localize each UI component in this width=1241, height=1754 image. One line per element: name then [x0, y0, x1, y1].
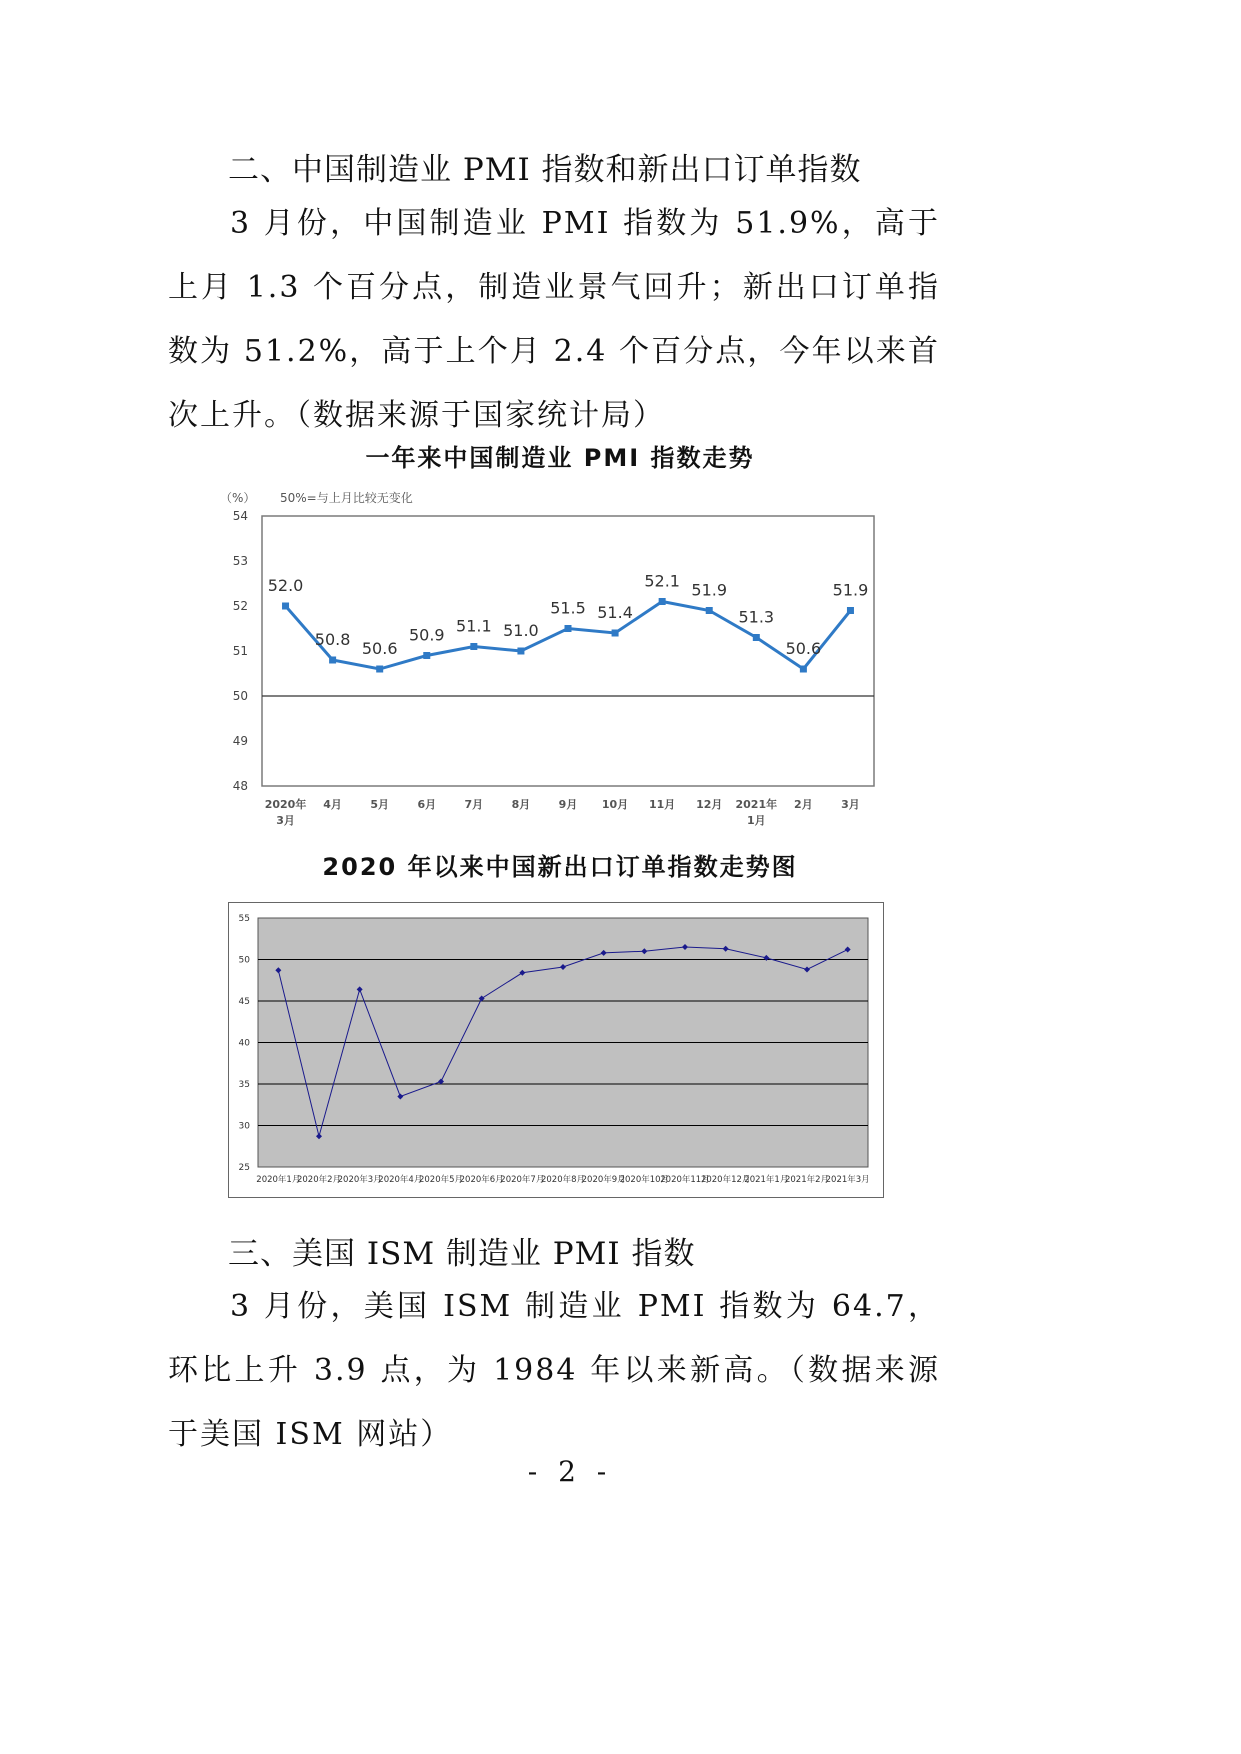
pmi-data-point: [376, 666, 383, 673]
x-tick-label: 2020年4月: [378, 1175, 423, 1185]
x-tick-label: 10月: [601, 798, 629, 811]
x-tick-label: 11月: [648, 798, 676, 811]
x-tick-label: 2020年12月: [700, 1175, 751, 1185]
section-heading-us-ism: 三、美国 ISM 制造业 PMI 指数: [228, 1236, 696, 1272]
y-tick-label: 51: [232, 644, 248, 658]
x-tick-label: 3月: [841, 798, 860, 811]
x-tick-label: 2021年1月: [744, 1175, 789, 1185]
x-tick-label: 2020年8月: [540, 1175, 586, 1185]
y-tick-label: 53: [232, 554, 248, 568]
section-heading-china-pmi: 二、中国制造业 PMI 指数和新出口订单指数: [228, 152, 862, 188]
pmi-data-point: [517, 648, 524, 655]
export-orders-line-chart: [228, 902, 884, 1198]
pmi-data-label: 50.6: [361, 639, 398, 658]
x-tick-label: 2021年3月: [825, 1175, 870, 1185]
y-tick-label: 35: [238, 1080, 250, 1090]
x-tick-label: 2021年: [735, 798, 778, 811]
pmi-data-point: [612, 630, 619, 637]
pmi-data-point: [659, 598, 666, 605]
chart2-title: 2020 年以来中国新出口订单指数走势图: [322, 853, 798, 881]
chart-annotation: 50%=与上月比较无变化: [280, 491, 413, 505]
y-tick-label: 30: [238, 1121, 250, 1132]
paragraph-us-ism: 3 月份，美国 ISM 制造业 PMI 指数为 64.7，环比上升 3.9 点，为 1984 年以来新高。（数据来源于美国 ISM 网站）: [168, 1289, 940, 1452]
pmi-data-label: 51.1: [456, 616, 492, 636]
y-tick-label: 40: [238, 1038, 250, 1049]
x-tick-label: 2020年5月: [418, 1175, 464, 1185]
y-tick-label: 55: [238, 914, 250, 924]
x-tick-label: 3月: [276, 814, 295, 827]
x-tick-label: 2020年6月: [459, 1175, 504, 1185]
y-unit-label: （%）: [220, 491, 256, 505]
x-tick-label: 4月: [323, 798, 342, 811]
x-tick-label: 7月: [464, 798, 484, 811]
pmi-data-point: [753, 634, 760, 641]
x-tick-label: 2020年3月: [337, 1175, 382, 1185]
pmi-data-label: 51.4: [597, 603, 633, 622]
pmi-data-point: [800, 666, 807, 673]
x-tick-label: 1月: [746, 814, 766, 827]
y-tick-label: 25: [238, 1163, 250, 1173]
x-tick-label: 2020年11月: [660, 1175, 710, 1185]
y-tick-label: 52: [232, 599, 248, 613]
y-tick-label: 45: [238, 997, 250, 1007]
pmi-data-label: 50.6: [785, 639, 822, 658]
x-tick-label: 9月: [558, 798, 578, 811]
y-tick-label: 48: [232, 779, 248, 793]
pmi-data-label: 51.0: [503, 621, 539, 640]
paragraph-china-pmi: 3 月份，中国制造业 PMI 指数为 51.9%，高于上月 1.3 个百分点，制造业景气回升；新出口订单指数为 51.2%，高于上个月 2.4 个百分点，今年以来首次上升。（数据来源于国家统计局）: [168, 206, 940, 433]
x-tick-label: 2020年10月: [619, 1175, 670, 1185]
y-tick-label: 50: [232, 689, 248, 703]
x-tick-label: 8月: [511, 798, 531, 811]
pmi-data-label: 51.9: [832, 580, 869, 600]
y-tick-label: 54: [232, 509, 248, 523]
pmi-data-label: 51.5: [550, 598, 586, 618]
x-tick-label: 2月: [794, 798, 813, 811]
y-tick-label: 49: [232, 734, 248, 748]
x-tick-label: 2021年2月: [784, 1175, 830, 1185]
pmi-data-label: 50.8: [314, 630, 351, 649]
pmi-data-label: 51.9: [691, 580, 728, 600]
pmi-data-point: [565, 625, 572, 632]
pmi-data-label: 52.0: [267, 576, 304, 595]
pmi-data-point: [329, 657, 336, 664]
page-number: - 2 -: [527, 1455, 613, 1488]
pmi-data-label: 52.1: [644, 571, 680, 591]
plot-frame: [262, 516, 874, 786]
pmi-data-point: [847, 607, 854, 614]
x-tick-label: 2020年1月: [256, 1175, 301, 1185]
pmi-line-chart: [200, 478, 920, 838]
pmi-data-point: [423, 652, 430, 659]
chart1-title: 一年来中国制造业 PMI 指数走势: [365, 444, 755, 472]
pmi-data-label: 51.3: [738, 607, 775, 627]
pmi-data-point: [706, 607, 713, 614]
pmi-data-point: [282, 603, 289, 610]
x-tick-label: 5月: [370, 798, 390, 811]
y-tick-label: 50: [238, 955, 250, 966]
x-tick-label: 6月: [417, 798, 437, 811]
x-tick-label: 2020年2月: [296, 1175, 342, 1185]
x-tick-label: 2020年: [264, 798, 307, 811]
pmi-data-point: [470, 643, 477, 650]
x-tick-label: 2020年9月: [581, 1175, 626, 1185]
pmi-data-label: 50.9: [408, 625, 445, 645]
x-tick-label: 2020年7月: [500, 1175, 545, 1185]
x-tick-label: 12月: [696, 798, 723, 811]
